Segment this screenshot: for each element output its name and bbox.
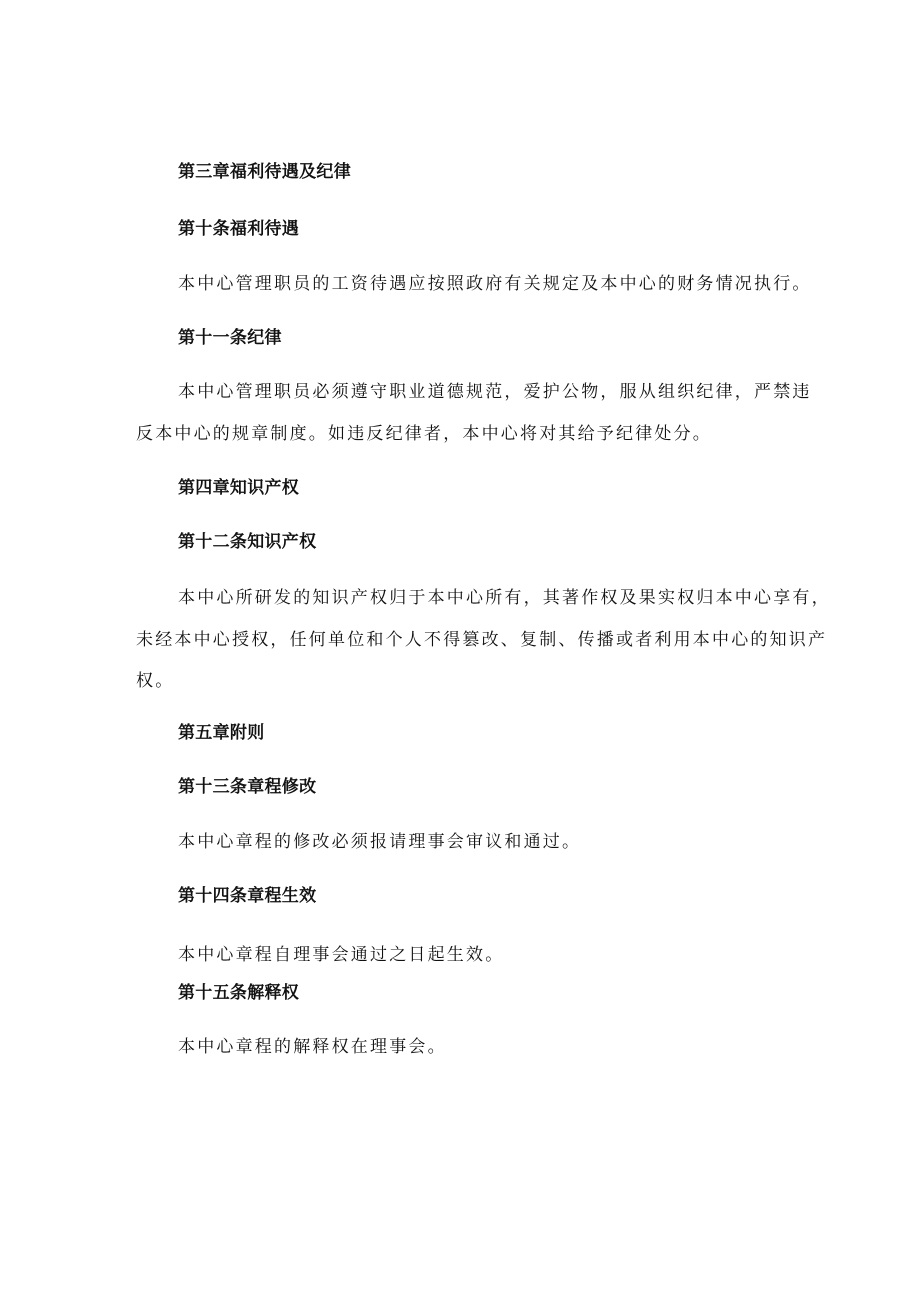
article-13-heading: 第十三条章程修改 — [178, 777, 317, 797]
chapter-3-heading: 第三章福利待遇及纪律 — [178, 162, 351, 182]
article-11-heading: 第十一条纪律 — [178, 328, 282, 348]
article-15-paragraph: 本中心章程的解释权在理事会。 — [178, 1037, 447, 1057]
article-10-heading: 第十条福利待遇 — [178, 219, 300, 239]
chapter-4-heading: 第四章知识产权 — [178, 478, 300, 498]
article-10-paragraph: 本中心管理职员的工资待遇应按照政府有关规定及本中心的财务情况执行。 — [178, 274, 812, 294]
article-13-paragraph: 本中心章程的修改必须报请理事会审议和通过。 — [178, 832, 582, 852]
article-12-paragraph-line-1: 本中心所研发的知识产权归于本中心所有，其著作权及果实权归本中心享有， — [178, 588, 831, 608]
article-12-paragraph-line-2: 未经本中心授权，任何单位和个人不得篡改、复制、传播或者利用本中心的知识产 — [136, 630, 828, 650]
article-12-paragraph-line-3: 权。 — [136, 671, 175, 691]
article-11-paragraph-line-1: 本中心管理职员必须遵守职业道德规范，爱护公物，服从组织纪律，严禁违 — [178, 382, 812, 402]
article-14-heading: 第十四条章程生效 — [178, 886, 317, 906]
article-14-paragraph: 本中心章程自理事会通过之日起生效。 — [178, 945, 505, 965]
article-15-heading: 第十五条解释权 — [178, 983, 300, 1003]
article-11-paragraph-line-2: 反本中心的规章制度。如违反纪律者，本中心将对其给予纪律处分。 — [136, 424, 712, 444]
article-12-heading: 第十二条知识产权 — [178, 532, 317, 552]
chapter-5-heading: 第五章附则 — [178, 723, 265, 743]
